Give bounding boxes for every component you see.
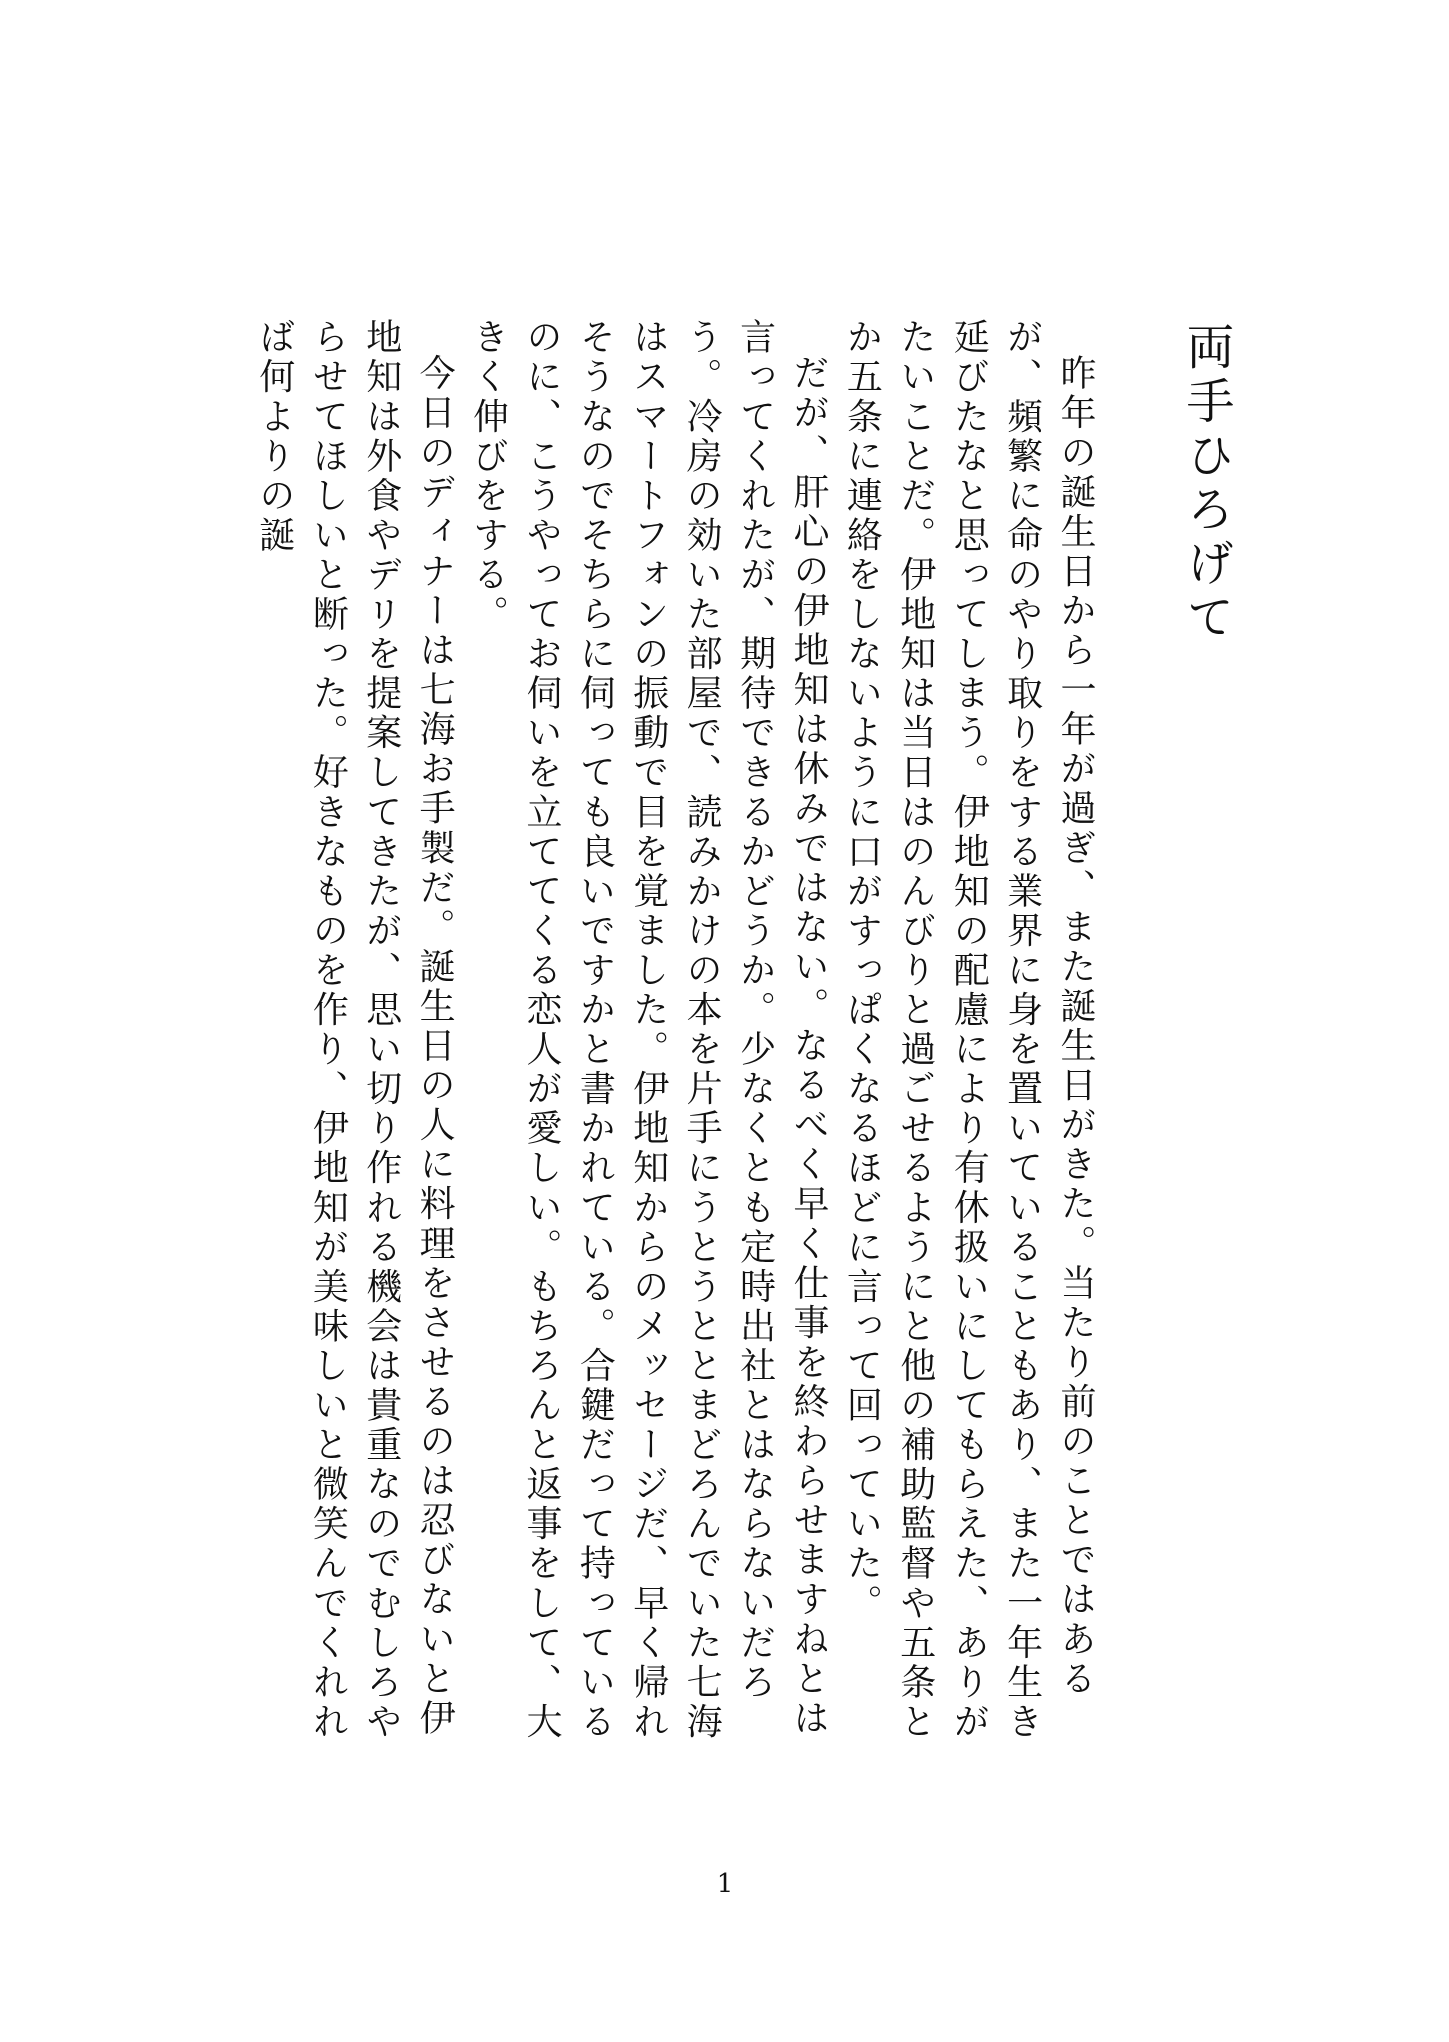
paragraph: 昨年の誕生日から一年が過ぎ、また誕生日がきた。当たり前のことではあるが、頻繁に命のやり取りをする業界に身を置いていることもあり、また一年生き延びたなと思ってしまう。伊地知の配慮により有休扱いにしてもらえた、ありがたいことだ。伊地知は当日はのんびりと過ごせるようにと他の補助監督や五条とか五条に連絡をしないように口がすっぱくなるほどに言って回っていた。 xyxy=(841,318,1096,1742)
paragraph: だが、肝心の伊地知は休みではない。なるべく早く仕事を終わらせますねとは言ってくれたが、期待できるかどうか。少なくとも定時出社とはならないだろう。冷房の効いた部屋で、読みかけの本を片手にうとうととまどろんでいた七海はスマートフォンの振動で目を覚ました。伊地知からのメッセージだ、早く帰れそうなのでそちらに伺っても良いですかと書かれている。合鍵だって持っているのに、こうやってお伺いを立ててくる恋人が愛しい。もちろんと返事をして、大きく伸びをする。 xyxy=(467,318,829,1742)
paragraph: 今日のディナーは七海お手製だ。誕生日の人に料理をさせるのは忍びないと伊地知は外食やデリを提案してきたが、思い切り作れる機会は貴重なのでむしろやらせてほしいと断った。好きなものを作り、伊地知が美味しいと微笑んでくれれば何よりの誕 xyxy=(253,318,456,1742)
page-number: 1 xyxy=(716,1869,734,1899)
body-text xyxy=(182,318,1102,1748)
document-title: 両手ひろげて xyxy=(1178,322,1234,646)
